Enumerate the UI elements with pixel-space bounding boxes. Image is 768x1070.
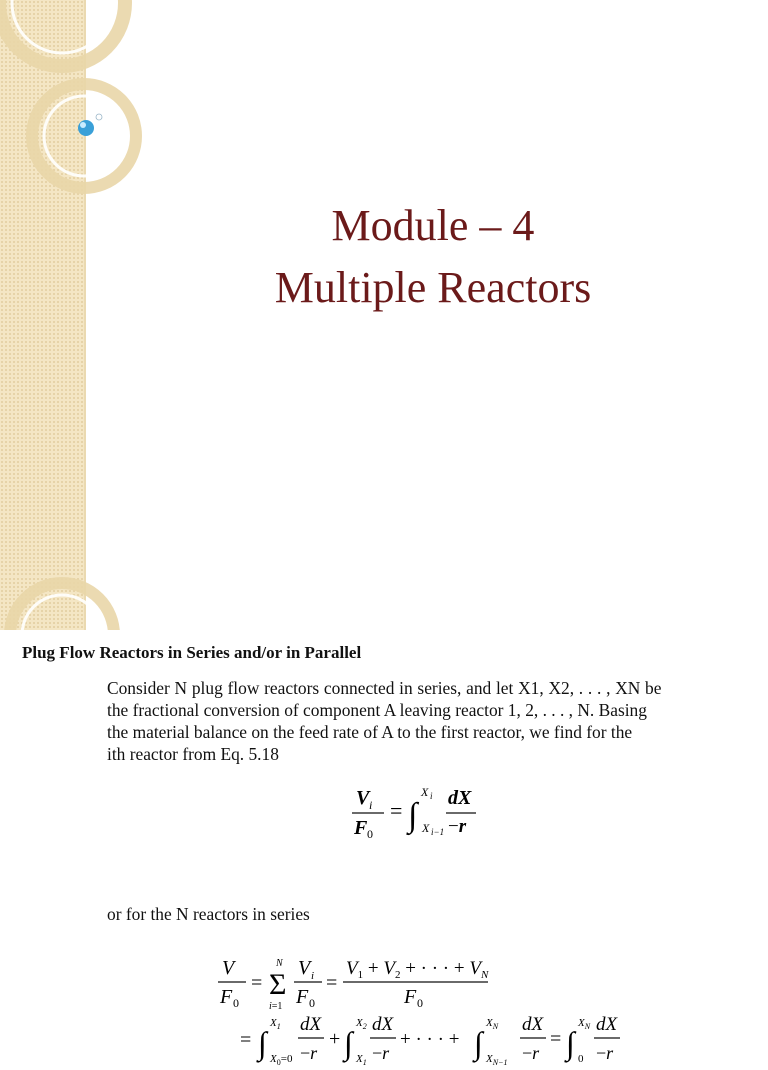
svg-text:−r: −r xyxy=(596,1043,614,1063)
svg-text:=: = xyxy=(390,798,403,823)
paragraph-line: the fractional conversion of component A leaving reactor 1, 2, . . . , N. Basing xyxy=(107,700,647,720)
svg-text:X2: $X_2$ xyxy=(356,1017,367,1031)
svg-text:F: F xyxy=(404,986,417,1008)
svg-text:∫: ∫ xyxy=(566,1025,575,1061)
svg-text:X1: $X_1$ xyxy=(356,1053,367,1067)
svg-text:=: = xyxy=(240,1029,252,1051)
svg-text:XN−1: $X_{N-1}$ xyxy=(486,1053,508,1067)
svg-text:dX: dX xyxy=(522,1014,544,1035)
slide-title-line-2: Multiple Reactors xyxy=(274,263,592,312)
paragraph-line: ith reactor from Eq. 5.18 xyxy=(107,744,279,764)
svg-text:i: i xyxy=(430,791,433,801)
svg-text:N: N xyxy=(276,958,283,969)
svg-text:X: X xyxy=(421,785,429,799)
decorative-circles xyxy=(0,0,130,220)
svg-text:∫: ∫ xyxy=(474,1025,483,1061)
paragraph-line: Consider N plug flow reactors connected in series, and let X1, X2, . . . , XN be xyxy=(107,678,662,698)
svg-text:0: 0 xyxy=(309,996,315,1010)
body-paragraph xyxy=(107,677,733,765)
svg-text:=: = xyxy=(251,972,263,994)
svg-text:i: i xyxy=(311,970,315,982)
svg-text:V: V xyxy=(222,957,235,979)
equation-pfr-series-sum xyxy=(218,952,518,1012)
svg-text:F: F xyxy=(220,986,233,1008)
svg-text:F: F xyxy=(296,986,309,1008)
svg-text:dX: dX xyxy=(372,1014,394,1035)
equation-pfr-series-integrals xyxy=(240,1010,640,1070)
svg-text:−r: −r xyxy=(448,816,467,837)
svg-text:V1 + V2 + · · · + VN: $V_1 + V_2$ + · · · + $V_N$ xyxy=(346,958,489,981)
svg-text:i−1: i−1 xyxy=(431,827,445,837)
svg-text:V: V xyxy=(298,957,311,979)
svg-text:dX: dX xyxy=(300,1014,322,1035)
svg-text:∫: ∫ xyxy=(258,1025,267,1061)
svg-text:−r: −r xyxy=(372,1043,390,1063)
svg-text:∫: ∫ xyxy=(344,1025,353,1061)
section-heading: Plug Flow Reactors in Series and/or in Parallel xyxy=(22,643,362,662)
svg-text:+: + xyxy=(329,1028,341,1050)
svg-text:=: = xyxy=(326,972,338,994)
svg-text:+ · · · +: + · · · + xyxy=(400,1029,460,1050)
svg-text:−r: −r xyxy=(300,1043,318,1063)
paragraph-line: the material balance on the feed rate of A to the first reactor, we find for the xyxy=(107,722,633,742)
svg-text:X0=0: $X_0=0$ xyxy=(270,1053,293,1067)
slide-title-line-1: Module – 4 xyxy=(331,201,535,250)
content-slide xyxy=(0,577,768,1067)
svg-text:dX: dX xyxy=(448,787,472,809)
svg-text:0: 0 xyxy=(233,996,239,1010)
svg-text:XN: $X_N$ xyxy=(578,1017,591,1031)
equation-pfr-single xyxy=(350,780,510,840)
svg-text:V: V xyxy=(356,787,370,809)
svg-text:X1: $X_1$ xyxy=(270,1017,281,1031)
lead-in-text: or for the N reactors in series xyxy=(107,904,310,924)
svg-text:−r: −r xyxy=(522,1043,540,1063)
svg-text:X: X xyxy=(422,821,430,835)
svg-text:0: 0 xyxy=(417,996,423,1010)
svg-text:i: i xyxy=(369,798,373,812)
svg-text:Σ: Σ xyxy=(269,968,287,1001)
svg-text:XN: $X_N$ xyxy=(486,1017,499,1031)
svg-text:i=1: i=1 xyxy=(269,1001,283,1012)
svg-text:0: 0 xyxy=(578,1053,584,1065)
textbook-excerpt xyxy=(0,630,768,1067)
svg-text:dX: dX xyxy=(596,1014,618,1035)
svg-text:=: = xyxy=(550,1028,562,1050)
svg-text:∫: ∫ xyxy=(408,797,418,834)
svg-text:F: F xyxy=(354,817,368,839)
svg-text:0: 0 xyxy=(367,827,373,841)
